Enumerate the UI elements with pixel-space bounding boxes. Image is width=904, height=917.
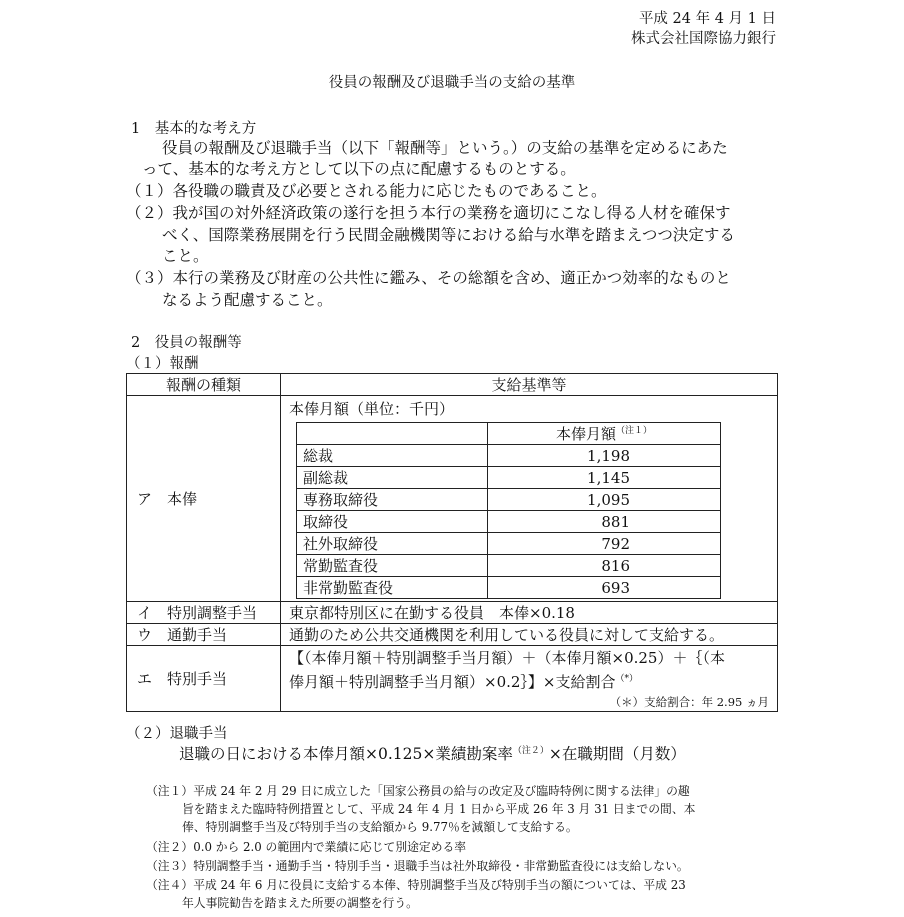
salary-amount: 881 bbox=[488, 511, 721, 533]
note1-ref: （注１） bbox=[616, 426, 653, 436]
role-name: 常勤監査役 bbox=[297, 555, 488, 577]
commute-allowance-value: 通勤のため公共交通機関を利用している役員に対して支給する。 bbox=[281, 624, 778, 646]
table-row bbox=[297, 555, 721, 577]
special-allowance-label: エ 特別手当 bbox=[127, 646, 281, 712]
note2-ref: （注２） bbox=[512, 746, 549, 756]
role-name: 副総裁 bbox=[297, 467, 488, 489]
special-formula-line1: 【（本俸月額＋特別調整手当月額）＋（本俸月額×0.25）＋｛（本 bbox=[289, 649, 725, 667]
note1-line3: 俸、特別調整手当及び特別手当の支給額から 9.77％を減額して支給する。 bbox=[182, 820, 578, 834]
issuer-name: 株式会社国際協力銀行 bbox=[631, 31, 776, 47]
special-adjustment-value: 東京都特別区に在勤する役員 本俸×0.18 bbox=[281, 602, 778, 624]
section1-item2-line1: （２）我が国の対外経済政策の遂行を担う本行の業務を適切にこなし得る人材を確保す bbox=[126, 204, 731, 222]
note1-line1: （注１）平成 24 年 2 月 29 日に成立した「国家公務員の給与の改定及び臨時特例に関する法律」の趣 bbox=[146, 784, 690, 798]
section1-intro-line2: って、基本的な考え方として以下の点に配慮するものとする。 bbox=[142, 160, 576, 178]
section1-item2-line3: こと。 bbox=[162, 247, 209, 265]
role-name: 総裁 bbox=[297, 445, 488, 467]
special-allowance-cell bbox=[281, 646, 778, 712]
col-header-criteria: 支給基準等 bbox=[281, 374, 778, 396]
salary-amount: 816 bbox=[488, 555, 721, 577]
page-title: 役員の報酬及び退職手当の支給の基準 bbox=[328, 75, 576, 91]
note2: （注２）0.0 から 2.0 の範囲内で業績に応じて別途定める率 bbox=[146, 840, 467, 854]
note3: （注３）特別調整手当・通勤手当・特別手当・退職手当は社外取締役・非常勤監査役には支給しない。 bbox=[146, 859, 689, 873]
note1-line2: 旨を踏まえた臨時特例措置として、平成 24 年 4 月 1 日から平成 26 年 3 月 31 日までの間、本 bbox=[182, 802, 696, 816]
compensation-table bbox=[126, 373, 778, 712]
table-row bbox=[297, 577, 721, 599]
commute-allowance-label: ウ 通勤手当 bbox=[127, 624, 281, 646]
note4-line1: （注４）平成 24 年 6 月に役員に支給する本俸、特別調整手当及び特別手当の額については、平成 23 bbox=[146, 878, 686, 892]
section1-item1: （１）各役職の職責及び必要とされる能力に応じたものであること。 bbox=[126, 182, 607, 200]
base-salary-cell bbox=[281, 396, 778, 602]
inner-header: 本俸月額$^{(注1)}$ bbox=[488, 423, 721, 445]
salary-amount: 1,145 bbox=[488, 467, 721, 489]
note4-line2: 年人事院勧告を踏まえた所要の調整を行う。 bbox=[182, 896, 418, 910]
col-header-type: 報酬の種類 bbox=[127, 374, 281, 396]
table-row bbox=[297, 489, 721, 511]
special-formula-line2: 俸月額＋特別調整手当月額）×0.2｝】×支給割合（*） bbox=[289, 673, 639, 691]
section1-heading: 1 基本的な考え方 bbox=[131, 121, 257, 137]
special-allowance-note: （＊）支給割合：年 2.95 ヵ月 bbox=[609, 695, 769, 709]
salary-amount: 792 bbox=[488, 533, 721, 555]
role-name: 専務取締役 bbox=[297, 489, 488, 511]
salary-amount: 1,095 bbox=[488, 489, 721, 511]
special-adjustment-label: イ 特別調整手当 bbox=[127, 602, 281, 624]
role-name: 非常勤監査役 bbox=[297, 577, 488, 599]
base-salary-table bbox=[296, 422, 721, 599]
base-salary-caption: 本俸月額（単位：千円） bbox=[289, 400, 455, 418]
salary-amount: 693 bbox=[488, 577, 721, 599]
document-date: 平成 24 年 4 月 1 日 bbox=[638, 11, 776, 27]
section2-sub1: （１）報酬 bbox=[126, 356, 199, 372]
section1-item3-line2: なるよう配慮すること。 bbox=[162, 291, 333, 309]
base-salary-label: ア 本俸 bbox=[127, 396, 281, 602]
table-row bbox=[297, 467, 721, 489]
section2-heading: 2 役員の報酬等 bbox=[131, 335, 242, 351]
retirement-formula: 退職の日における本俸月額×0.125×業績勘案率$^{(注2)}$×在職期間（月数） bbox=[179, 745, 686, 763]
special-formula-mark: （*） bbox=[615, 674, 639, 684]
table-row bbox=[297, 511, 721, 533]
role-name: 取締役 bbox=[297, 511, 488, 533]
section1-item3-line1: （３）本行の業務及び財産の公共性に鑑み、その総額を含め、適正かつ効率的なものと bbox=[126, 269, 731, 287]
salary-amount: 1,198 bbox=[488, 445, 721, 467]
section1-intro-line1: 役員の報酬及び退職手当（以下「報酬等」という。）の支給の基準を定めるにあた bbox=[162, 139, 728, 157]
role-name: 社外取締役 bbox=[297, 533, 488, 555]
table-row bbox=[297, 533, 721, 555]
section2-sub2: （２）退職手当 bbox=[126, 726, 228, 742]
section1-item2-line2: べく、国際業務展開を行う民間金融機関等における給与水準を踏まえつつ決定する bbox=[162, 226, 735, 244]
table-row bbox=[297, 445, 721, 467]
